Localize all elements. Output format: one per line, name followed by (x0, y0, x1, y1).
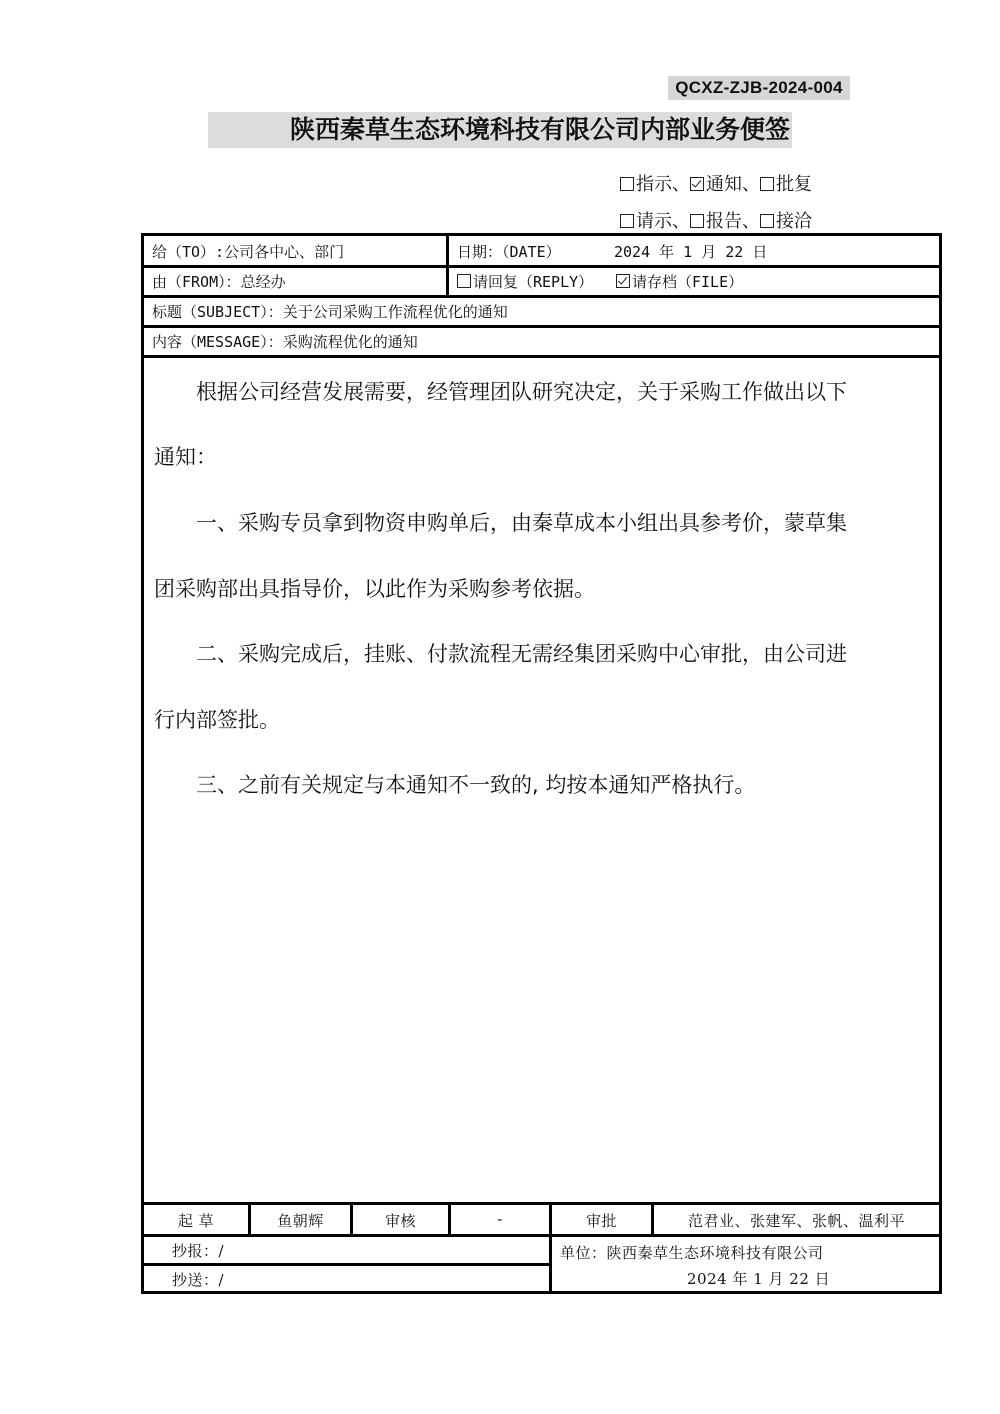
row-divider (144, 1263, 549, 1266)
row-divider (549, 1234, 939, 1237)
subject-field: 标题（SUBJECT）：关于公司采购工作流程优化的通知 (152, 303, 508, 321)
row-divider (144, 355, 939, 358)
option-separator: 、 (672, 174, 690, 195)
row-divider (144, 295, 939, 298)
option-reply-approval-label: 批复 (776, 174, 812, 195)
body-paragraph-line: 行内部签批。 (154, 708, 280, 732)
issue-date: 2024 年 1 月 22 日 (687, 1270, 831, 1288)
document-title-text: 陕西秦草生态环境科技有限公司内部业务便签 (289, 115, 790, 144)
option-request-checkbox[interactable] (620, 214, 634, 228)
document-code: QCXZ-ZJB-2024-004 (668, 76, 850, 100)
option-report-label: 报告 (706, 211, 742, 232)
option-notice[interactable] (690, 170, 760, 196)
type-options-row-2 (620, 207, 812, 233)
date-value: 2024 年 1 月 22 日 (614, 243, 768, 261)
file-option[interactable] (616, 271, 743, 292)
option-request[interactable] (620, 207, 690, 233)
row-divider (144, 265, 939, 268)
body-paragraph-line: 团采购部出具指导价，以此作为采购参考依据。 (154, 577, 595, 601)
issuing-unit: 单位：陕西秦草生态环境科技有限公司 (560, 1244, 824, 1262)
option-notice-checkbox[interactable] (690, 177, 704, 191)
reply-checkbox[interactable] (457, 274, 471, 288)
option-separator: 、 (672, 211, 690, 232)
body-paragraph-line: 二、采购完成后，挂账、付款流程无需经集团采购中心审批，由公司进 (154, 642, 847, 666)
type-options-row-1 (620, 170, 812, 196)
body-paragraph-line: 三、之前有关规定与本通知不一致的, 均按本通知严格执行。 (154, 773, 756, 797)
option-report[interactable] (690, 207, 760, 233)
draft-value: 鱼朝辉 (277, 1212, 324, 1230)
option-separator: 、 (742, 211, 760, 232)
draft-label: 起 草 (177, 1212, 215, 1230)
body-paragraph-line: 一、采购专员拿到物资申购单后，由秦草成本小组出具参考价，蒙草集 (154, 511, 847, 535)
copy-to-field: 抄送：/ (172, 1271, 225, 1289)
date-label: 日期：（DATE） (457, 243, 561, 261)
approve-label: 审批 (585, 1212, 617, 1230)
option-request-label: 请示 (636, 211, 672, 232)
reply-option[interactable] (457, 271, 593, 292)
memo-form (141, 233, 942, 1294)
option-instruction-checkbox[interactable] (620, 177, 634, 191)
option-reply-approval-checkbox[interactable] (760, 177, 774, 191)
body-paragraph-line: 根据公司经营发展需要，经管理团队研究决定，关于采购工作做出以下 (154, 380, 847, 404)
document-title (208, 112, 792, 148)
option-reply-approval[interactable] (760, 170, 812, 196)
row-divider (144, 1234, 549, 1237)
option-instruction[interactable] (620, 170, 690, 196)
row-divider (144, 1202, 939, 1205)
option-notice-label: 通知 (706, 174, 742, 195)
reply-label: 请回复（REPLY） (473, 273, 594, 291)
report-to-field: 抄报：/ (172, 1242, 225, 1260)
option-report-checkbox[interactable] (690, 214, 704, 228)
file-label: 请存档（FILE） (632, 273, 744, 291)
file-checkbox[interactable] (616, 274, 630, 288)
column-divider (446, 236, 449, 295)
approve-value: 范君业、张建军、张帆、温利平 (687, 1212, 905, 1230)
recipient-field: 给（TO）:公司各中心、部门 (152, 243, 345, 261)
review-value: - (497, 1210, 503, 1228)
option-liaison-checkbox[interactable] (760, 214, 774, 228)
row-divider (144, 325, 939, 328)
sender-field: 由（FROM）：总经办 (152, 273, 286, 291)
option-instruction-label: 指示 (636, 174, 672, 195)
option-liaison[interactable] (760, 207, 812, 233)
body-paragraph-line: 通知： (154, 445, 217, 469)
message-field: 内容（MESSAGE）：采购流程优化的通知 (152, 333, 418, 351)
review-label: 审核 (384, 1212, 416, 1230)
option-separator: 、 (742, 174, 760, 195)
option-liaison-label: 接洽 (776, 211, 812, 232)
